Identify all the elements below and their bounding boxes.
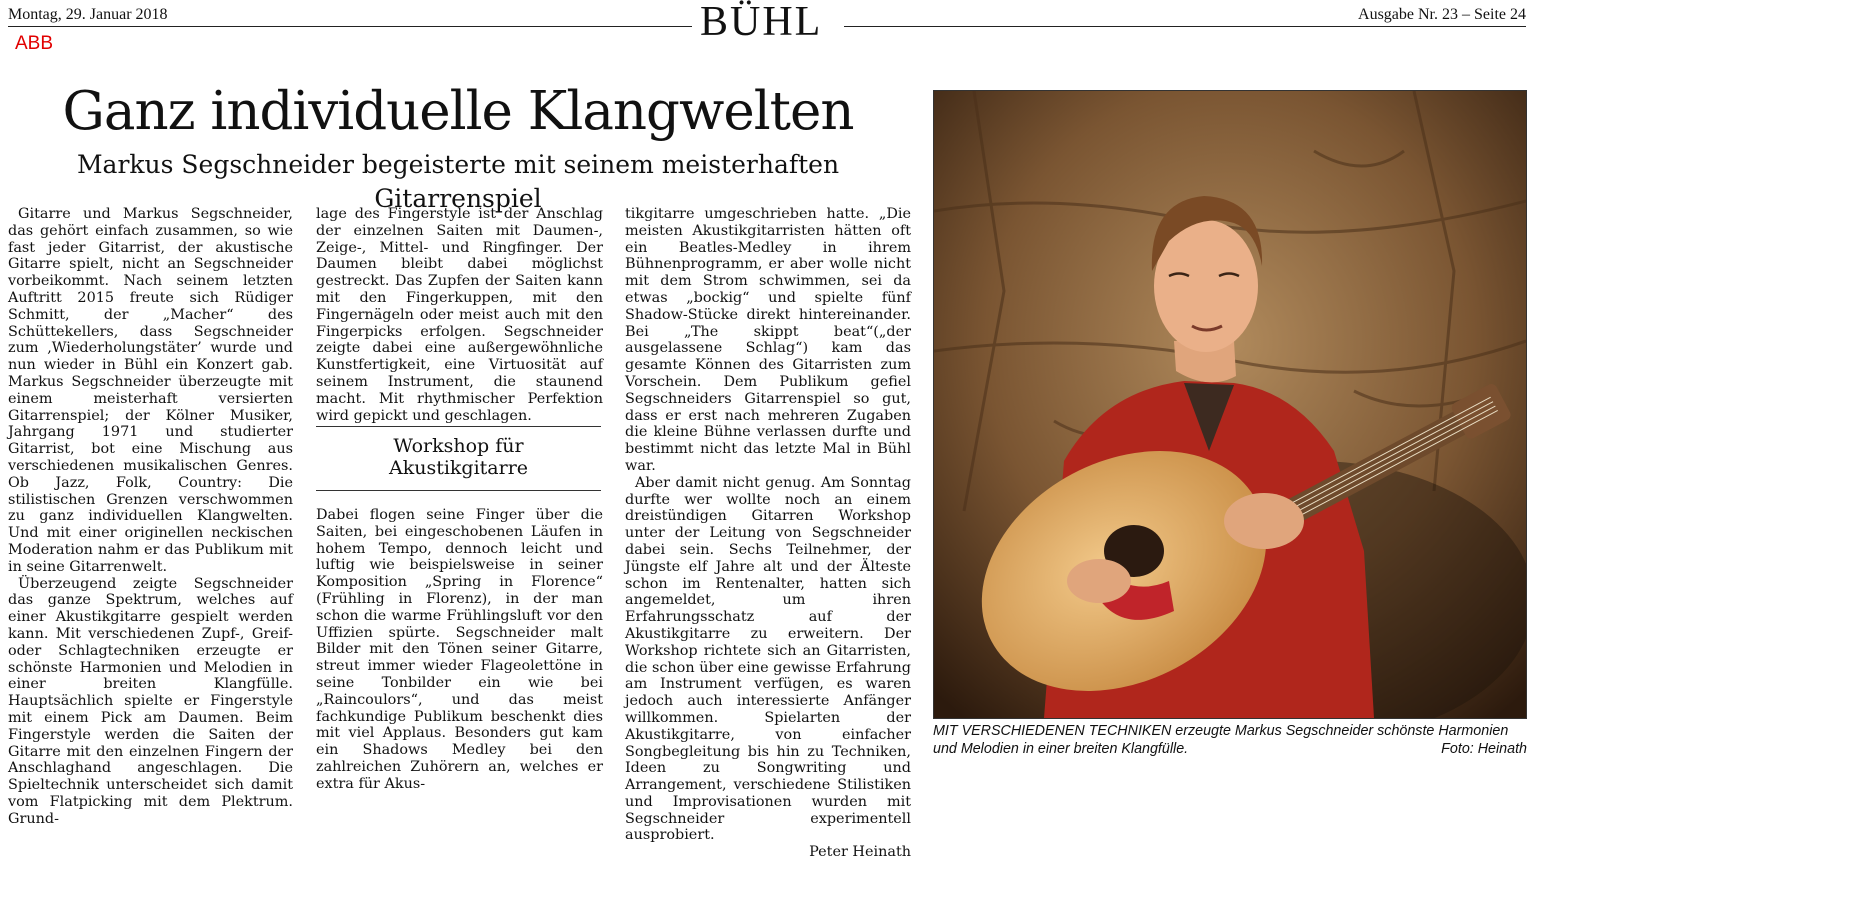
author-name: Peter Heinath [809, 844, 911, 861]
paragraph: Dabei flogen seine Finger über die Saiten, bei eingeschobenen Läufen in hohem Tempo, dennoch leicht und luftig wie beispielsweise in seiner Komposition „Spring in Florence“ (Frühling in Florenz), in der man schon die warme Frühlingsluft vor den Uffizien spürte. Segschneider malt Bilder mit den Tönen seiner Gitarre, streut immer wieder Flageolettöne in seine Tonbilder ein wie bei „Raincoulors“, und das meist fachkundige Publikum beschenkt dies mit viel Applaus. Besonders gut kam ein Shadows Medley bei den zahlreichen Zuhörern an, welches er extra für Akus- [316, 507, 603, 792]
caption-lead: MIT VERSCHIEDENEN TECHNIKEN [933, 723, 1172, 739]
issue-date: Montag, 29. Januar 2018 [8, 6, 168, 23]
caption-text: erzeugte Markus Segschneider schönste Harmonien und Melodien in einer breiten Klangfülle. [933, 723, 1509, 757]
article-photo [933, 90, 1527, 719]
paragraph: Überzeugend zeigte Segschneider das ganze Spektrum, welches auf einer Akustikgitarre gespielt werden kann. Mit verschiedenen Zupf-, Greif- oder Schlagtechniken erzeugte er schönste Harmonien und Melodien in einer breiten Klangfülle. Hauptsächlich spielte er Fingerstyle mit einem Pick am Daumen. Beim Fingerstyle werden die Saiten der Gitarre mit den einzelnen Fingern der Anschlaghand angeschlagen. Die Spieltechnik unterscheidet sich damit vom Flatpicking mit dem Plektrum. Grund- [8, 575, 293, 827]
header-rule-right [844, 26, 1526, 27]
section-title: BÜHL [700, 0, 823, 45]
page-header [8, 0, 1526, 45]
guitarist-photo-illustration [934, 91, 1526, 718]
intertitle [316, 435, 601, 479]
intertitle-line: Akustikgitarre [388, 457, 529, 479]
header-rule-left [8, 26, 692, 27]
paragraph: tikgitarre umgeschrieben hatte. „Die meisten Akustikgitarristen hätten oft ein Beatles-Medley in ihrem Bühnenprogramm, er aber wolle nicht mit dem Strom schwimmen, sei da etwas „bockig“ und spielte fünf Shadow-Stücke direkt hintereinander. Bei „The skippt beat“(„der ausgelassene Schlag“) kam das gesamte Können des Gitarristen zum Vorschein. Dem Publikum gefiel Segschneiders Gitarrenspiel so gut, dass er erst nach mehreren Zugaben die kleine Bühne verlassen durfte und bestimmt nicht das letzte Mal in Bühl war. [625, 206, 911, 474]
article-subheadline: Markus Segschneider begeisterte mit seinem meisterhaften Gitarrenspiel [76, 150, 840, 213]
article-column-2-cont [316, 507, 603, 793]
article-column-1 [8, 206, 293, 827]
edition-info: Ausgabe Nr. 23 – Seite 24 [1358, 6, 1526, 23]
abb-label: ABB [15, 33, 54, 54]
paragraph: Aber damit nicht genug. Am Sonntag durfte wer wollte noch an einem dreistündigen Gitarren Workshop unter der Leitung von Segschneider dabei sein. Sechs Teilnehmer, der Jüngste elf Jahre alt und der Älteste schon im Rentenalter, hatten sich angemeldet, um ihren Erfahrungsschatz auf der Akustikgitarre zu erweitern. Der Workshop richtete sich an Gitarristen, die schon über eine gewisse Erfahrung am Instrument verfügen, es waren jedoch auch interessierte Anfänger willkommen. Spielarten der Akustikgitarre, von einfacher Songbegleitung bis hin zu Techniken, Ideen zu Songwriting und Arrangement, verschiedene Stilistiken und Improvisationen wurden mit Segschneider experimentell ausprobiert. [625, 474, 911, 844]
intertitle-rule-top [316, 426, 601, 427]
intertitle-rule-bottom [316, 490, 601, 491]
intertitle-line: Workshop für [393, 435, 524, 457]
article-headline: Ganz individuelle Klangwelten [62, 81, 854, 142]
paragraph: lage des Fingerstyle ist der Anschlag der einzelnen Saiten mit Daumen-, Zeige-, Mittel- und Ringfinger. Der Daumen bleibt dabei möglichst gestreckt. Das Zupfen der Saiten kann mit den Fingerkuppen, mit den Fingernägeln oder meist auch mit den Fingerpicks erfolgen. Segschneider zeigte dabei eine außergewöhnliche Kunstfertigkeit, eine Virtuosität auf seinem Instrument, die staunend macht. Mit rhythmischer Perfektion wird gepickt und geschlagen. [316, 206, 603, 424]
photo-caption [933, 722, 1527, 758]
article-column-2 [316, 206, 603, 424]
paragraph: Gitarre und Markus Segschneider, das gehört einfach zusammen, so wie fast jeder Gitarrist, der akustische Gitarre spielt, nicht an Segschneider vorbeikommt. Nach seinem letzten Auftritt 2015 freute sich Rüdiger Schmitt, der „Macher“ des Schüttekellers, dass Segschneider zum ‚Wiederholungstäter’ wurde und nun wieder in Bühl ein Konzert gab. Markus Segschneider überzeugte mit einem meisterhaft versierten Gitarrenspiel; der Kölner Musiker, Jahrgang 1971 und studierter Gitarrist, bot eine Mischung aus verschiedenen musikalischen Genres. Ob Jazz, Folk, Country: Die stilistischen Grenzen verschwommen zu ganz individuellen Klangwelten. Und mit einer originellen neckischen Moderation nahm er das Publikum mit in seine Gitarrenwelt. [8, 206, 293, 575]
article-column-3 [625, 206, 911, 861]
photo-credit: Foto: Heinath [1441, 741, 1527, 757]
